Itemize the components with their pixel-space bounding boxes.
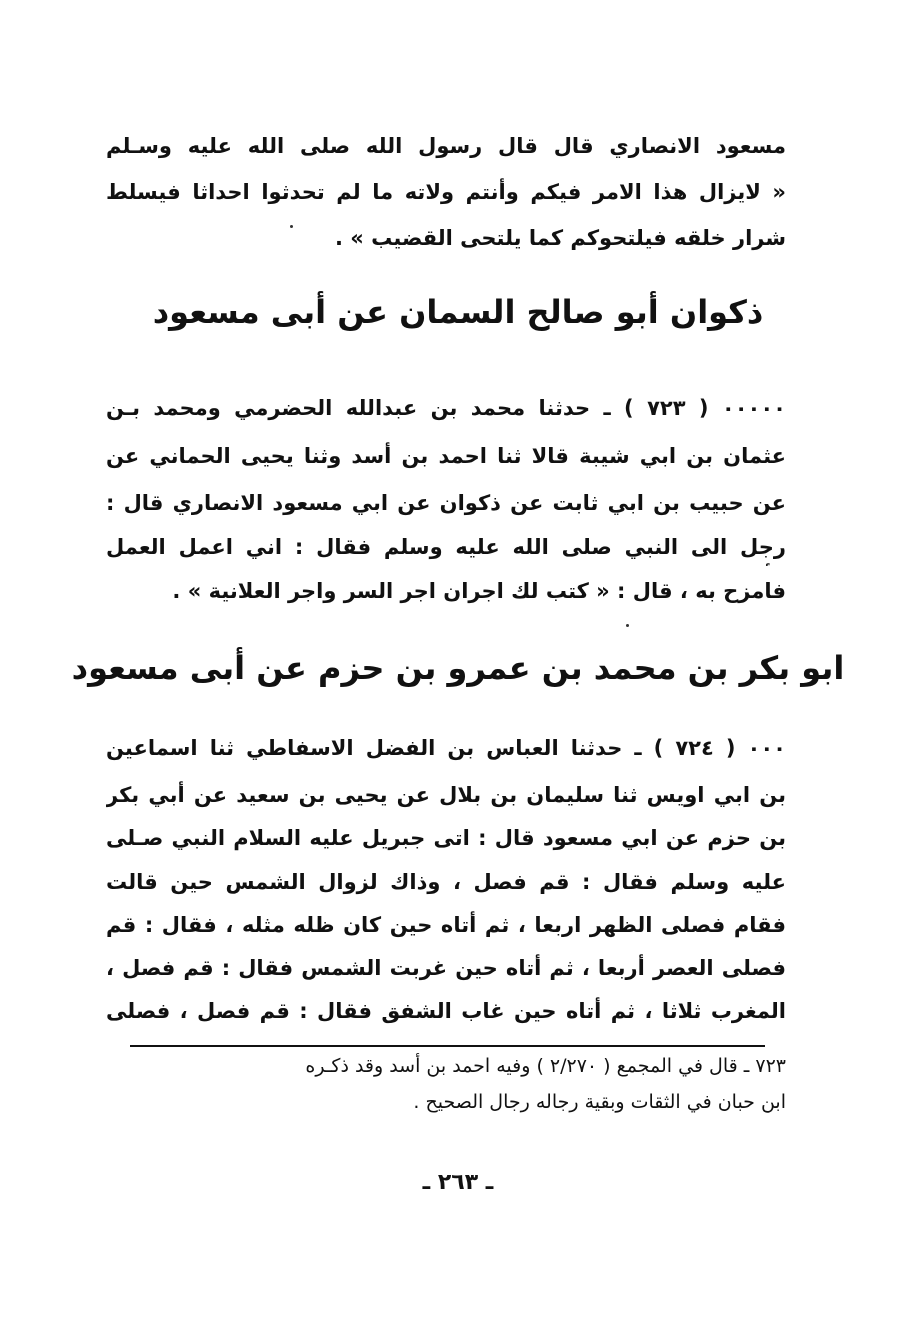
hadith-724-line-1: ٠٠٠ ( ٧٢٤ ) ـ حدثنا العباس بن الفضل الاسفاطي ثنا اسماعين xyxy=(106,736,786,760)
scan-speck xyxy=(290,225,293,228)
hadith-723-line-4: رجل الى النبي صلى الله عليه وسلم فقال : اني اعمل العمل xyxy=(106,535,786,559)
intro-line-3: شرار خلقه فيلتحوكم كما يلتحى القضيب » . xyxy=(334,226,786,250)
section-heading-abu-bakr: ابو بكر بن محمد بن عمرو بن حزم عن أبى مسعود xyxy=(71,649,845,687)
intro-line-2: « لايزال هذا الامر فيكم وأنتم ولاته ما لم تحدثوا احداثا فيسلط xyxy=(106,180,786,204)
hadith-724-line-3: بن حزم عن ابي مسعود قال : اتى جبريل عليه السلام النبي صـلى xyxy=(106,826,786,850)
page-number: ـ ٢٦٣ ـ xyxy=(422,1170,494,1195)
hadith-723-line-1: ٠٠٠٠٠ ( ٧٢٣ ) ـ حدثنا محمد بن عبدالله الحضرمي ومحمد بـن xyxy=(106,396,786,420)
hadith-724-line-2: بن ابي اويس ثنا سليمان بن بلال عن يحيى بن سعيد عن أبي بكر xyxy=(106,783,786,807)
hadith-724-line-4: عليه وسلم فقال : قم فصل ، وذاك لزوال الشمس حين قالت xyxy=(106,870,786,894)
hadith-723-line-3: عن حبيب بن ابي ثابت عن ذكوان عن ابي مسعود الانصاري قال : xyxy=(106,491,786,515)
hadith-724-line-6: فصلى العصر أربعا ، ثم أتاه حين غربت الشمس فقال : قم فصل ، xyxy=(106,956,786,980)
hadith-724-line-7: المغرب ثلاثا ، ثم أتاه حين غاب الشفق فقال : قم فصل ، فصلى xyxy=(106,999,786,1023)
section-heading-dhakwan: ذكوان أبو صالح السمان عن أبى مسعود xyxy=(152,293,764,331)
hadith-723-line-5: فامزح به ، قال : « كتب لك اجران اجر السر واجر العلانية » . xyxy=(172,579,786,603)
footnote-separator xyxy=(130,1045,765,1047)
footnote-line-2: ابن حبان في الثقات وبقية رجاله رجال الصحيح . xyxy=(413,1091,786,1113)
scan-speck xyxy=(626,624,629,627)
hadith-724-line-5: فقام فصلى الظهر اربعا ، ثم أتاه حين كان ظله مثله ، فقال : قم xyxy=(106,913,786,937)
hadith-723-line-2: عثمان بن ابي شيبة قالا ثنا احمد بن أسد وثنا يحيى الحماني عن xyxy=(106,444,786,468)
intro-line-1: مسعود الانصاري قال قال رسول الله صلى الله عليه وسـلم xyxy=(106,134,786,158)
footnote-line-1: ٧٢٣ ـ قال في المجمع ( ٢/٢٧٠ ) وفيه احمد بن أسد وقد ذكـره xyxy=(305,1055,786,1077)
